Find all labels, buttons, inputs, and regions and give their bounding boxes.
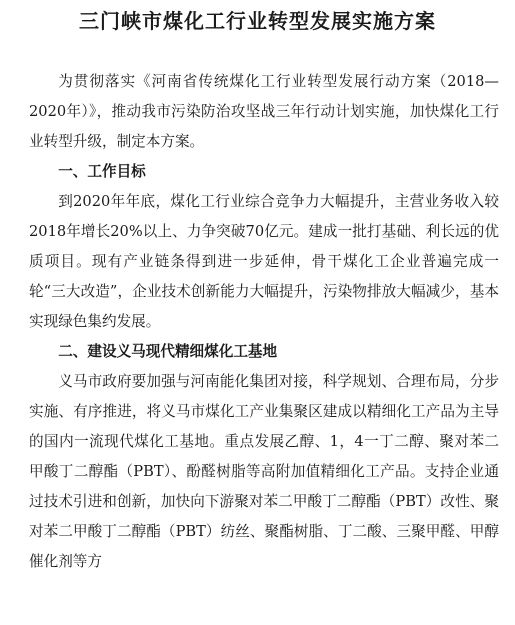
section-heading-yima-base: 二、建设义马现代精细煤化工基地 xyxy=(58,343,278,360)
document-body xyxy=(29,67,499,577)
section-paragraph-yima-base: 义马市政府要加强与河南能化集团对接，科学规划、合理布局，分步实施、有序推进，将义马市煤化工产业集聚区建成以精细化工产品为主导的国内一流现代煤化工基地。重点发展乙醇、1，4一丁二醇、聚对苯二甲酸丁二醇酯（PBT）、酚醛树脂等高附加值精细化工产品。支持企业通过技术引进和创新，加快向下游聚对苯二甲酸丁二醇酯（PBT）改性、聚对苯二甲酸丁二醇酯（PBT）纺丝、聚酯树脂、丁二酸、三聚甲醛、甲醇催化剂等方 xyxy=(29,373,499,570)
intro-paragraph: 为贯彻落实《河南省传统煤化工行业转型发展行动方案（2018—2020年）》，推动我市污染防治攻坚战三年行动计划实施，加快煤化工行业转型升级，制定本方案。 xyxy=(29,73,499,150)
section-heading-goals: 一、工作目标 xyxy=(58,163,146,180)
document-title: 三门峡市煤化工行业转型发展实施方案 xyxy=(79,9,436,33)
section-paragraph-goals: 到2020年年底，煤化工行业综合竞争力大幅提升，主营业务收入较2018年增长20%以上、力争突破70亿元。建成一批打基础、利长远的优质项目。现有产业链条得到进一步延伸，骨干煤化工企业普遍完成一轮“三大改造”，企业技术创新能力大幅提升，污染物排放大幅减少，基本实现绿色集约发展。 xyxy=(29,193,499,330)
